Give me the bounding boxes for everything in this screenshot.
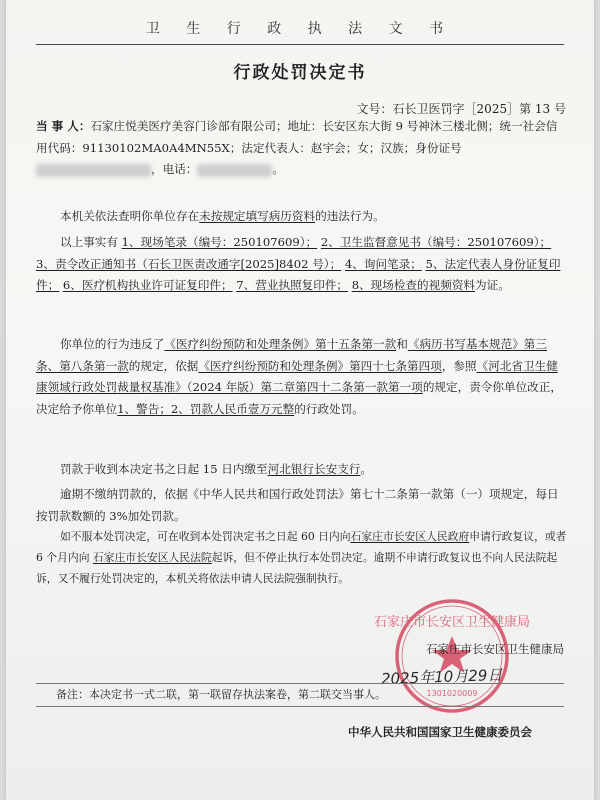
document-page bbox=[6, 0, 594, 800]
violation-text: 你单位的行为违反了 bbox=[60, 337, 165, 351]
evidence-item: 7、营业执照复印件； bbox=[236, 278, 349, 292]
evidence-paragraph bbox=[36, 232, 568, 297]
evidence-prefix: 以上事实有 bbox=[60, 235, 122, 249]
payment-bank: 河北银行长安支行 bbox=[267, 462, 361, 476]
law-reference: 《医疗纠纷预防和处理条例》第十五条第一款 bbox=[164, 337, 397, 351]
violation-text: 和 bbox=[396, 337, 408, 351]
party-label: 当 事 人： bbox=[36, 119, 91, 133]
evidence-item: 4、询问笔录； bbox=[344, 256, 422, 271]
violation-text: 的行政处罚。 bbox=[294, 401, 364, 416]
law-reference: 《医疗纠纷预防和处理条例》第四十七条第四项 bbox=[198, 358, 442, 373]
doc-number: 文号：石长卫医罚字［2025］第 13 号 bbox=[356, 102, 566, 116]
penalty-text: 1、警告；2、罚款人民币壹万元整 bbox=[117, 401, 295, 416]
appeal-text: 申请行政复议，或者 6 个月内向 bbox=[36, 530, 567, 564]
finding-paragraph bbox=[36, 206, 568, 228]
note-divider-top bbox=[36, 683, 564, 684]
seal-text: 石家庄市长安区卫生健康局 bbox=[373, 615, 531, 630]
ministry-footer: 中华人民共和国国家卫生健康委员会 bbox=[348, 725, 532, 739]
finding-violation: 未按规定填写病历资料 bbox=[199, 209, 316, 223]
issue-date: 2025年10月29日 bbox=[380, 665, 503, 689]
appeal-paragraph bbox=[36, 526, 568, 589]
document-title: 行政处罚决定书 bbox=[233, 63, 367, 83]
violation-text: ，参照 bbox=[441, 358, 477, 373]
evidence-suffix: 为证。 bbox=[475, 278, 510, 292]
document-header: 卫 生 行 政 执 法 文 书 bbox=[145, 21, 455, 37]
late-fee-paragraph: 逾期不缴纳罚款的，依据《中华人民共和国行政处罚法》第七十二条第一款第（一）项规定，每日按罚款数额的 3%加处罚款。 bbox=[36, 487, 559, 523]
appeal-text: 起诉，但不停止执行本处罚决定。逾期不申请行政复议也不向人民法院起诉，又不履行处罚决定的，本机关将依法申请人民法院强制执行。 bbox=[36, 551, 558, 585]
payment-suffix: 。 bbox=[360, 462, 372, 476]
finding-suffix: 的违法行为。 bbox=[315, 209, 385, 223]
appeal-court: 石家庄市长安区人民法院 bbox=[92, 551, 212, 564]
seal-number: 1301020009 bbox=[426, 689, 478, 698]
evidence-item: 8、现场检查的视频资料 bbox=[351, 278, 476, 292]
evidence-item: 2、卫生监督意见书（编号：250107609）； bbox=[320, 235, 552, 249]
header-divider bbox=[36, 44, 564, 45]
payment-prefix: 罚款于收到本决定书之日起 15 日内缴至 bbox=[60, 462, 268, 476]
violation-text: 的规定，责令你单位改正，决定给予你单位 bbox=[36, 380, 562, 416]
redacted-phone bbox=[197, 164, 272, 177]
violation-paragraph bbox=[36, 334, 568, 420]
violation-text: 的规定，依据 bbox=[128, 358, 199, 373]
party-text: 石家庄悦美医疗美容门诊部有限公司；地址：长安区东大街 9 号神沐三楼北侧；统一社会信用代码：91130102MA0A4MN55X；法定代表人：赵宇会；女；汉族；身份证号 bbox=[36, 119, 558, 155]
party-info bbox=[36, 116, 568, 181]
redacted-id bbox=[36, 164, 151, 177]
issuer-name: 石家庄市长安区卫生健康局 bbox=[426, 642, 564, 656]
appeal-government: 石家庄市长安区人民政府 bbox=[350, 530, 470, 543]
payment-paragraph bbox=[36, 459, 568, 481]
party-end: 。 bbox=[272, 162, 284, 176]
law-reference: 《病历书写基本规范》第三条、第八条第一款 bbox=[36, 337, 547, 373]
evidence-item: 5、法定代表人身份证复印件； bbox=[36, 256, 561, 292]
appeal-text: 如不服本处罚决定，可在收到本处罚决定书之日起 60 日内向 bbox=[60, 530, 351, 543]
finding-prefix: 本机关依法查明你单位存在 bbox=[60, 209, 200, 223]
note-divider-bottom bbox=[36, 706, 564, 707]
evidence-item: 1、现场笔录（编号：250107609）； bbox=[121, 235, 318, 249]
evidence-item: 6、医疗机构执业许可证复印件； bbox=[62, 278, 233, 292]
law-reference: 《河北省卫生健康领域行政处罚裁量权基准》（2024 年版）第二章第四十二条第一款第一项 bbox=[36, 358, 558, 394]
party-phone-label: ，电话： bbox=[151, 162, 198, 176]
evidence-item: 3、责令改正通知书（石长卫医责改通字[2025]8402 号）； bbox=[36, 256, 342, 271]
remarks-note: 备注：本决定书一式二联，第一联留存执法案卷，第二联交当事人。 bbox=[56, 688, 386, 701]
